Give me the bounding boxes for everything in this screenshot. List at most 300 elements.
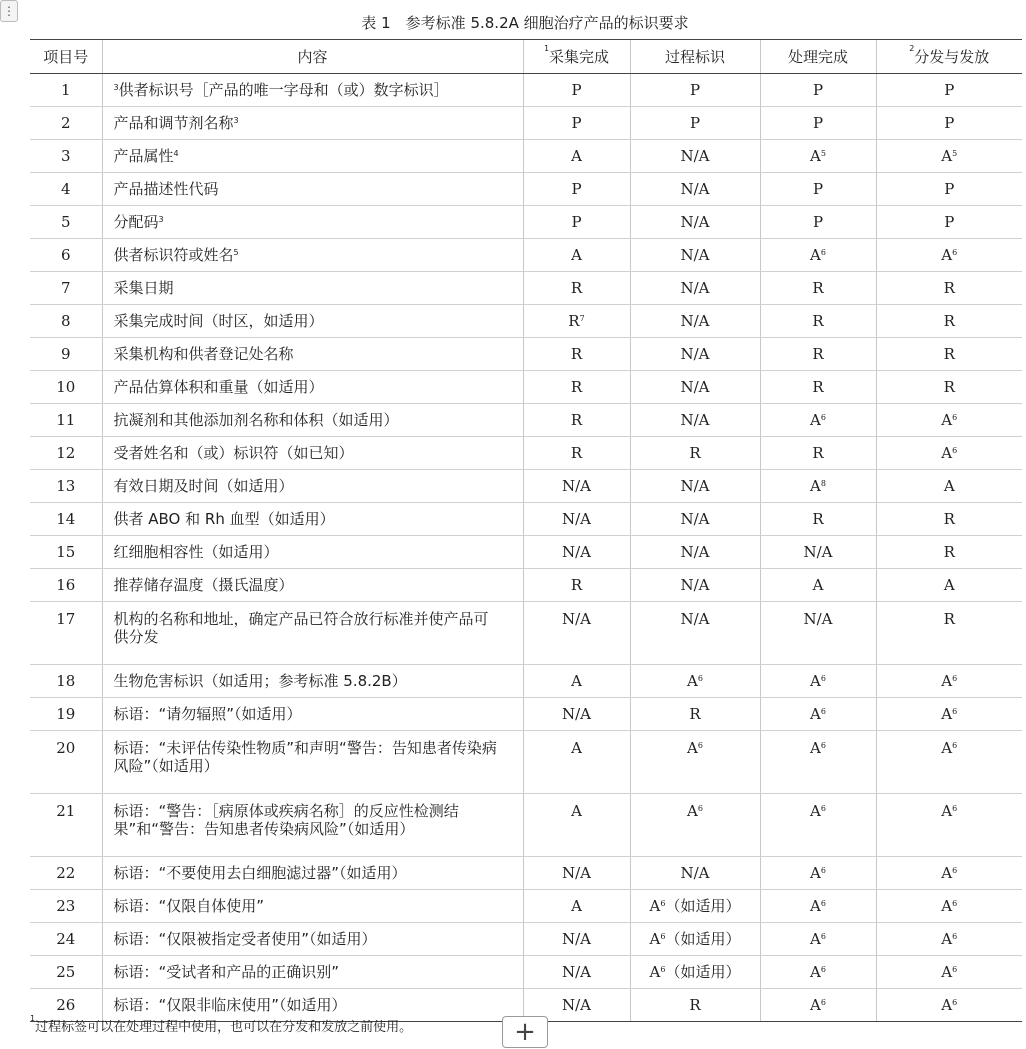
requirement-code: N/A <box>680 279 710 297</box>
requirement-code: N/A <box>561 963 591 981</box>
item-content <box>102 665 523 698</box>
content-text: 标语：“仅限自体使用” <box>113 897 265 915</box>
item-number: 20 <box>30 731 102 794</box>
requirement-code: A <box>571 147 582 165</box>
requirement-cell <box>876 371 1022 404</box>
header-item-no <box>30 40 102 74</box>
requirement-footnote-marker: 6 <box>820 248 826 257</box>
requirement-footnote-marker: 6 <box>952 866 958 875</box>
table-row <box>30 536 1022 569</box>
content-text: 采集机构和供者登记处名称 <box>113 345 294 363</box>
requirement-cell <box>523 173 630 206</box>
item-number: 2 <box>30 107 102 140</box>
requirement-cell <box>760 140 876 173</box>
item-number: 16 <box>30 569 102 602</box>
requirement-cell <box>876 239 1022 272</box>
item-content <box>102 698 523 731</box>
requirement-footnote-marker: 6 <box>820 674 826 683</box>
requirement-code: A <box>810 996 821 1014</box>
requirement-cell <box>760 437 876 470</box>
requirement-code: R <box>689 705 701 723</box>
table-row <box>30 107 1022 140</box>
requirement-code: A <box>810 897 821 915</box>
requirement-code: A <box>941 672 953 690</box>
table-row <box>30 794 1022 857</box>
requirement-cell <box>630 173 760 206</box>
requirement-cell <box>630 569 760 602</box>
requirement-footnote-marker: 5 <box>952 149 958 158</box>
requirement-cell <box>630 989 760 1022</box>
requirement-cell <box>523 470 630 503</box>
requirement-cell <box>760 890 876 923</box>
item-number: 6 <box>30 239 102 272</box>
header-distribution <box>876 40 1022 74</box>
requirement-code: R <box>812 444 824 462</box>
item-number: 21 <box>30 794 102 857</box>
requirement-code: P <box>812 81 824 99</box>
requirement-cell <box>876 140 1022 173</box>
content-text: 标语：“受试者和产品的正确识别” <box>113 963 340 981</box>
requirement-code: A <box>941 864 953 882</box>
requirement-code: N/A <box>680 477 710 495</box>
requirement-cell <box>876 698 1022 731</box>
requirement-footnote-marker: 6 <box>820 413 826 422</box>
requirement-cell <box>760 173 876 206</box>
requirement-code: A <box>649 930 661 948</box>
header-processing-complete <box>760 40 876 74</box>
item-content <box>102 338 523 371</box>
requirement-cell <box>523 206 630 239</box>
requirement-cell <box>760 74 876 107</box>
item-content <box>102 173 523 206</box>
requirement-code: P <box>944 180 955 198</box>
requirement-cell <box>876 173 1022 206</box>
requirement-cell <box>523 371 630 404</box>
requirement-code: A <box>571 246 582 264</box>
labeling-requirements-table <box>30 39 1022 1022</box>
requirement-code: R <box>943 510 955 528</box>
requirement-cell <box>630 371 760 404</box>
requirement-cell <box>760 503 876 536</box>
requirement-cell <box>876 437 1022 470</box>
requirement-cell <box>760 923 876 956</box>
requirement-code: A <box>941 739 953 757</box>
requirement-cell <box>760 305 876 338</box>
requirement-code: P <box>812 114 824 132</box>
table-row <box>30 890 1022 923</box>
requirement-footnote-marker: 7 <box>579 314 585 323</box>
requirement-code: R <box>943 312 955 330</box>
content-text: 生物危害标识（如适用；参考标准 5.8.2B） <box>113 672 407 690</box>
item-content <box>102 140 523 173</box>
table-row <box>30 371 1022 404</box>
requirement-cell <box>760 665 876 698</box>
item-content <box>102 602 523 665</box>
requirement-cell <box>876 956 1022 989</box>
requirement-footnote-marker: 6 <box>820 932 826 941</box>
content-text: 标语：“仅限非临床使用”（如适用） <box>113 996 347 1014</box>
requirement-cell <box>876 107 1022 140</box>
content-text: 产品属性 <box>113 147 174 165</box>
add-button[interactable] <box>502 1016 548 1048</box>
requirement-code: N/A <box>680 246 710 264</box>
requirement-code: A <box>941 444 953 462</box>
item-number: 8 <box>30 305 102 338</box>
requirement-code: A <box>810 672 821 690</box>
requirement-cell <box>760 107 876 140</box>
requirement-footnote-marker: 6 <box>820 707 826 716</box>
requirement-cell <box>630 272 760 305</box>
requirement-cell <box>760 956 876 989</box>
requirement-cell <box>760 338 876 371</box>
requirement-code: A <box>810 246 821 264</box>
requirement-cell <box>523 731 630 794</box>
requirement-code: R <box>689 444 701 462</box>
requirement-cell <box>523 536 630 569</box>
requirement-code: P <box>944 81 955 99</box>
requirement-cell <box>760 989 876 1022</box>
requirement-footnote-marker: 6 <box>697 804 703 813</box>
item-number: 13 <box>30 470 102 503</box>
requirement-code: N/A <box>561 996 591 1014</box>
plus-icon: + <box>514 1017 536 1047</box>
table-row <box>30 74 1022 107</box>
requirement-cell <box>876 602 1022 665</box>
requirement-code: P <box>812 213 824 231</box>
table-row <box>30 503 1022 536</box>
requirement-cell <box>876 74 1022 107</box>
requirement-cell <box>523 272 630 305</box>
requirement-code: P <box>571 114 582 132</box>
content-text: 标语：“仅限被指定受者使用”（如适用） <box>113 930 377 948</box>
requirement-footnote-marker: 6 <box>820 965 826 974</box>
requirement-code: N/A <box>561 864 591 882</box>
header-label: 采集完成 <box>549 48 610 66</box>
requirement-code: A <box>687 672 698 690</box>
requirement-cell <box>876 305 1022 338</box>
content-text: 标语：“不要使用去白细胞滤过器”（如适用） <box>113 864 407 882</box>
table-row <box>30 338 1022 371</box>
item-content <box>102 923 523 956</box>
item-number: 22 <box>30 857 102 890</box>
requirement-cell <box>760 536 876 569</box>
requirement-footnote-marker: 6 <box>660 965 666 974</box>
requirement-code: N/A <box>680 543 710 561</box>
requirement-cell <box>630 437 760 470</box>
requirement-cell <box>523 923 630 956</box>
content-text: 标语：“请勿辐照”（如适用） <box>113 705 302 723</box>
requirement-cell <box>760 239 876 272</box>
requirement-code: N/A <box>680 378 710 396</box>
requirement-cell <box>760 404 876 437</box>
requirement-footnote-marker: 6 <box>952 998 958 1007</box>
requirement-cell <box>760 371 876 404</box>
requirement-footnote-marker: 6 <box>820 866 826 875</box>
requirement-code: R <box>943 279 955 297</box>
table-row <box>30 698 1022 731</box>
requirement-cell <box>876 857 1022 890</box>
content-text: 供者标识号［产品的唯一字母和（或）数字标识］ <box>118 81 449 99</box>
requirement-code: R <box>570 576 583 594</box>
requirement-code: A <box>571 739 582 757</box>
content-text: 供者标识符或姓名 <box>113 246 234 264</box>
requirement-footnote-marker: 6 <box>952 965 958 974</box>
item-content <box>102 404 523 437</box>
requirement-cell <box>630 602 760 665</box>
header-label: 处理完成 <box>787 48 848 66</box>
table-row <box>30 404 1022 437</box>
item-content <box>102 239 523 272</box>
requirement-cell <box>630 665 760 698</box>
requirement-note: （如适用） <box>665 930 741 948</box>
requirement-footnote-marker: 6 <box>952 674 958 683</box>
requirement-cell <box>630 404 760 437</box>
requirement-code: R <box>812 279 824 297</box>
requirement-code: P <box>571 81 582 99</box>
requirement-cell <box>876 794 1022 857</box>
requirement-cell <box>523 698 630 731</box>
header-in-process <box>630 40 760 74</box>
requirement-footnote-marker: 6 <box>952 446 958 455</box>
table-row <box>30 437 1022 470</box>
requirement-cell <box>523 890 630 923</box>
table-row <box>30 470 1022 503</box>
table-caption: 表 1 参考标准 5.8.2A 细胞治疗产品的标识要求 <box>361 14 689 32</box>
requirement-code: A <box>649 963 661 981</box>
requirement-code: P <box>689 81 701 99</box>
requirement-cell <box>876 338 1022 371</box>
requirement-code: A <box>571 802 582 820</box>
requirement-note: （如适用） <box>665 963 741 981</box>
item-number: 7 <box>30 272 102 305</box>
content-text: 标语：“未评估传染性物质”和声明“警告：告知患者传染病风险”（如适用） <box>113 739 497 775</box>
requirement-cell <box>760 569 876 602</box>
requirement-cell <box>523 794 630 857</box>
requirement-cell <box>630 305 760 338</box>
requirement-code: N/A <box>680 576 710 594</box>
header-footnote-marker: 2 <box>909 44 915 53</box>
requirement-code: N/A <box>561 510 591 528</box>
requirement-cell <box>876 503 1022 536</box>
requirement-code: R <box>570 279 583 297</box>
requirement-cell <box>523 437 630 470</box>
requirement-cell <box>760 602 876 665</box>
requirement-cell <box>523 74 630 107</box>
requirement-code: N/A <box>561 543 591 561</box>
content-text: 标语：“警告：［病原体或疾病名称］的反应性检测结果”和“警告：告知患者传染病风险”（如适用） <box>113 802 459 838</box>
requirement-code: N/A <box>561 930 591 948</box>
item-content <box>102 305 523 338</box>
requirement-cell <box>876 665 1022 698</box>
item-content <box>102 536 523 569</box>
requirement-cell <box>630 239 760 272</box>
content-text: 产品和调节剂名称 <box>113 114 234 132</box>
requirement-cell <box>630 923 760 956</box>
requirement-footnote-marker: 6 <box>952 899 958 908</box>
requirement-cell <box>876 569 1022 602</box>
requirement-cell <box>630 698 760 731</box>
requirement-code: P <box>689 114 701 132</box>
table-row <box>30 602 1022 665</box>
requirement-footnote-marker: 6 <box>952 413 958 422</box>
table-row <box>30 239 1022 272</box>
item-content <box>102 371 523 404</box>
header-label: 过程标识 <box>664 48 725 66</box>
requirement-cell <box>523 305 630 338</box>
footnote-text: 过程标签可以在处理过程中使用，也可以在分发和发放之前使用。 <box>35 1020 413 1035</box>
requirement-cell <box>876 536 1022 569</box>
requirement-cell <box>630 956 760 989</box>
item-content <box>102 470 523 503</box>
requirement-cell <box>523 569 630 602</box>
content-text: 分配码 <box>113 213 159 231</box>
item-number: 14 <box>30 503 102 536</box>
requirement-code: A <box>943 477 955 495</box>
requirement-footnote-marker: 8 <box>820 479 826 488</box>
requirement-note: （如适用） <box>665 897 741 915</box>
requirement-code: N/A <box>803 543 833 561</box>
requirement-code: R <box>812 378 824 396</box>
content-text: 受者姓名和（或）标识符（如已知） <box>113 444 354 462</box>
requirement-code: R <box>689 996 701 1014</box>
requirement-code: N/A <box>680 180 710 198</box>
requirement-cell <box>630 140 760 173</box>
requirement-code: A <box>649 897 661 915</box>
content-text: 红细胞相容性（如适用） <box>113 543 279 561</box>
drag-handle-icon[interactable]: ⋮ <box>0 0 18 22</box>
requirement-cell <box>760 272 876 305</box>
table-row <box>30 956 1022 989</box>
requirement-code: P <box>571 180 582 198</box>
requirement-code: R <box>568 312 580 330</box>
item-content <box>102 503 523 536</box>
header-label: 内容 <box>297 48 328 66</box>
requirement-cell <box>523 107 630 140</box>
requirement-cell <box>630 857 760 890</box>
requirement-code: N/A <box>680 610 710 628</box>
header-collection-complete <box>523 40 630 74</box>
requirement-code: N/A <box>680 411 710 429</box>
item-number: 12 <box>30 437 102 470</box>
item-number: 11 <box>30 404 102 437</box>
item-content <box>102 107 523 140</box>
item-content <box>102 890 523 923</box>
requirement-code: A <box>810 739 821 757</box>
requirement-code: N/A <box>561 610 591 628</box>
requirement-cell <box>630 107 760 140</box>
requirement-cell <box>630 206 760 239</box>
item-number: 18 <box>30 665 102 698</box>
item-number: 15 <box>30 536 102 569</box>
table-row <box>30 923 1022 956</box>
requirement-cell <box>523 140 630 173</box>
item-content <box>102 956 523 989</box>
requirement-code: R <box>943 345 955 363</box>
requirement-code: R <box>943 610 955 628</box>
requirement-code: P <box>944 114 955 132</box>
requirement-code: A <box>810 930 821 948</box>
requirement-code: A <box>941 897 953 915</box>
item-number: 19 <box>30 698 102 731</box>
requirement-cell <box>876 404 1022 437</box>
requirement-code: A <box>810 147 821 165</box>
table-row <box>30 857 1022 890</box>
requirement-cell <box>523 239 630 272</box>
header-footnote-marker: 1 <box>543 44 550 53</box>
content-footnote-marker: 3 <box>113 83 119 92</box>
header-content <box>102 40 523 74</box>
requirement-code: R <box>812 510 824 528</box>
content-footnote-marker: 5 <box>233 248 239 257</box>
requirement-code: P <box>812 180 824 198</box>
requirement-code: A <box>812 576 824 594</box>
requirement-code: R <box>570 345 583 363</box>
requirement-code: R <box>812 345 824 363</box>
item-content <box>102 569 523 602</box>
content-text: 推荐储存温度（摄氏温度） <box>113 576 294 594</box>
requirement-code: R <box>943 378 955 396</box>
content-text: 有效日期及时间（如适用） <box>113 477 294 495</box>
requirement-code: A <box>941 930 953 948</box>
requirement-code: N/A <box>680 864 710 882</box>
requirement-code: A <box>941 963 953 981</box>
table-row <box>30 569 1022 602</box>
requirement-cell <box>876 890 1022 923</box>
content-footnote-marker: 3 <box>233 116 239 125</box>
requirement-cell <box>760 794 876 857</box>
table-row <box>30 206 1022 239</box>
content-footnote-marker: 3 <box>158 215 164 224</box>
requirement-code: N/A <box>680 510 710 528</box>
requirement-code: A <box>941 802 953 820</box>
requirement-code: R <box>570 444 583 462</box>
item-content <box>102 794 523 857</box>
requirement-cell <box>760 206 876 239</box>
header-label: 分发与发放 <box>914 48 990 66</box>
requirement-cell <box>523 857 630 890</box>
requirement-code: A <box>571 897 582 915</box>
item-number: 9 <box>30 338 102 371</box>
content-text: 机构的名称和地址，确定产品已符合放行标准并使产品可供分发 <box>113 610 489 646</box>
requirement-code: N/A <box>561 477 591 495</box>
requirement-cell <box>630 794 760 857</box>
item-content <box>102 857 523 890</box>
requirement-cell <box>630 470 760 503</box>
requirement-code: A <box>941 411 953 429</box>
item-content <box>102 206 523 239</box>
requirement-code: R <box>570 378 583 396</box>
content-text: 采集完成时间（时区，如适用） <box>113 312 324 330</box>
requirement-cell <box>760 470 876 503</box>
requirement-footnote-marker: 6 <box>660 932 666 941</box>
requirement-footnote-marker: 6 <box>660 899 666 908</box>
requirement-code: A <box>810 705 821 723</box>
requirement-code: N/A <box>680 345 710 363</box>
table-row <box>30 173 1022 206</box>
requirement-cell <box>523 956 630 989</box>
item-number: 1 <box>30 74 102 107</box>
table-row <box>30 272 1022 305</box>
requirement-cell <box>876 206 1022 239</box>
content-text: 抗凝剂和其他添加剂名称和体积（如适用） <box>113 411 399 429</box>
requirement-footnote-marker: 6 <box>820 804 826 813</box>
requirement-footnote-marker: 6 <box>697 741 703 750</box>
requirement-cell <box>760 857 876 890</box>
requirement-cell <box>876 989 1022 1022</box>
requirement-code: P <box>944 213 955 231</box>
item-content <box>102 272 523 305</box>
requirement-code: A <box>810 477 821 495</box>
